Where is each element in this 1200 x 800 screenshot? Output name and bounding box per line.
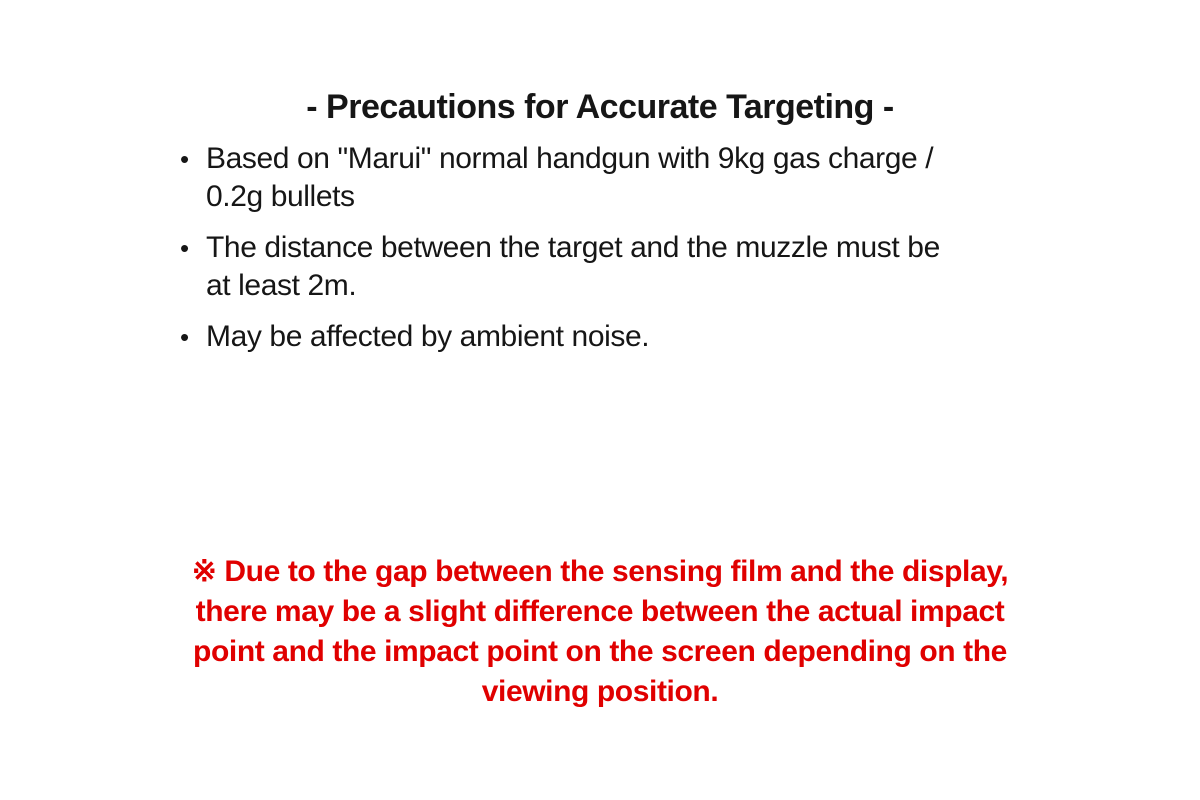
page-title: - Precautions for Accurate Targeting -: [306, 88, 894, 126]
bullet-line: The distance between the target and the muzzle must be: [206, 231, 940, 264]
bullet-line: May be affected by ambient noise.: [206, 320, 650, 353]
warning-line: there may be a slight difference between the actual impact: [195, 595, 1005, 628]
bullet-dot-icon: •: [180, 144, 190, 174]
bullet-dot-icon: •: [180, 322, 190, 352]
bullet-item-gas-charge: [180, 140, 1060, 216]
bullet-text: [206, 140, 1060, 216]
bullet-list: [180, 140, 1060, 369]
bullet-text: [206, 229, 1060, 305]
warning-line: viewing position.: [481, 675, 719, 708]
warning-line: point and the impact point on the screen depending on the: [193, 635, 1007, 668]
bullet-line: 0.2g bullets: [206, 180, 355, 213]
bullet-item-ambient-noise: [180, 318, 1060, 356]
bullet-dot-icon: •: [180, 233, 190, 263]
warning-line: ※ Due to the gap between the sensing film and the display,: [191, 555, 1009, 588]
bullet-item-distance: [180, 229, 1060, 305]
warning-note: [0, 552, 1200, 712]
bullet-line: at least 2m.: [206, 269, 357, 302]
bullet-text: [206, 318, 1060, 356]
bullet-line: Based on "Marui" normal handgun with 9kg gas charge /: [206, 142, 934, 175]
